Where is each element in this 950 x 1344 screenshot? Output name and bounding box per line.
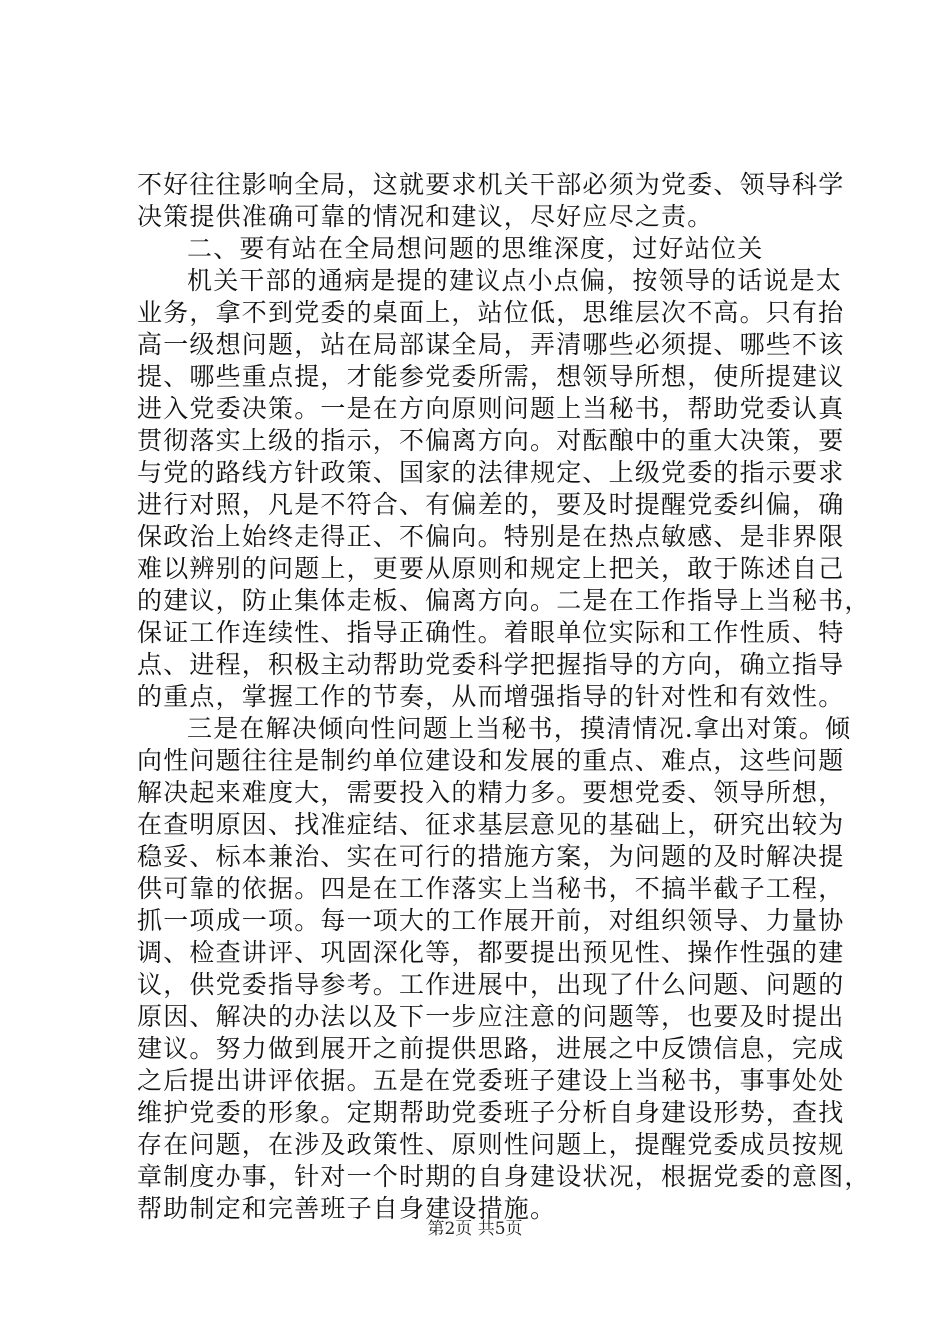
paragraph-start-line: 三是在解决倾向性问题上当秘书，摸清情况.拿出对策。倾 bbox=[187, 714, 852, 743]
text-line: 进行对照，凡是不符合、有偏差的，要及时提醒党委纠偏，确 bbox=[137, 490, 845, 519]
text-line: 调、检查讲评、巩固深化等，都要提出预见性、操作性强的建 bbox=[137, 938, 845, 967]
text-line: 点、进程，积极主动帮助党委科学把握指导的方向，确立指导 bbox=[137, 650, 845, 679]
text-line: 供可靠的依据。四是在工作落实上当秘书，不搞半截子工程， bbox=[137, 874, 845, 903]
text-line: 难以辨别的问题上，更要从原则和规定上把关，敢于陈述自己 bbox=[137, 554, 845, 583]
text-line: 不好往往影响全局，这就要求机关干部必须为党委、领导科学 bbox=[137, 170, 845, 199]
page-number-footer: 第2页 共5页 bbox=[427, 1219, 523, 1239]
text-line: 抓一项成一项。每一项大的工作展开前，对组织领导、力量协 bbox=[137, 906, 845, 935]
text-line: 章制度办事，针对一个时期的自身建设状况，根据党委的意图， bbox=[137, 1162, 871, 1191]
text-line: 保证工作连续性、指导正确性。着眼单位实际和工作性质、特 bbox=[137, 618, 845, 647]
text-line: 保政治上始终走得正、不偏向。特别是在热点敏感、是非界限 bbox=[137, 522, 845, 551]
text-line: 之后提出讲评依据。五是在党委班子建设上当秘书，事事处处 bbox=[137, 1066, 845, 1095]
text-line: 维护党委的形象。定期帮助党委班子分析自身建设形势，查找 bbox=[137, 1098, 845, 1127]
text-line: 帮助制定和完善班子自身建设措施。 bbox=[137, 1194, 557, 1223]
text-line: 向性问题往往是制约单位建设和发展的重点、难点，这些问题 bbox=[137, 746, 845, 775]
text-line: 原因、解决的办法以及下一步应注意的问题等，也要及时提出 bbox=[137, 1002, 845, 1031]
text-line: 解决起来难度大，需要投入的精力多。要想党委、领导所想， bbox=[137, 778, 845, 807]
text-line: 提、哪些重点提，才能参党委所需，想领导所想，使所提建议 bbox=[137, 362, 845, 391]
text-line: 的建议，防止集体走板、偏离方向。二是在工作指导上当秘书， bbox=[137, 586, 871, 615]
text-line: 贯彻落实上级的指示，不偏离方向。对酝酿中的重大决策，要 bbox=[137, 426, 845, 455]
text-line: 议，供党委指导参考。工作进展中，出现了什么问题、问题的 bbox=[137, 970, 845, 999]
text-line: 业务，拿不到党委的桌面上，站位低，思维层次不高。只有抬 bbox=[137, 298, 845, 327]
text-line: 的重点，掌握工作的节奏，从而增强指导的针对性和有效性。 bbox=[137, 682, 845, 711]
text-line: 建议。努力做到展开之前提供思路，进展之中反馈信息，完成 bbox=[137, 1034, 845, 1063]
text-line: 稳妥、标本兼治、实在可行的措施方案，为问题的及时解决提 bbox=[137, 842, 845, 871]
text-line: 与党的路线方针政策、国家的法律规定、上级党委的指示要求 bbox=[137, 458, 845, 487]
paragraph-start-line: 机关干部的通病是提的建议点小点偏，按领导的话说是太 bbox=[187, 266, 843, 295]
text-line: 进入党委决策。一是在方向原则问题上当秘书，帮助党委认真 bbox=[137, 394, 845, 423]
text-line: 高一级想问题，站在局部谋全局，弄清哪些必须提、哪些不该 bbox=[137, 330, 845, 359]
text-line: 存在问题，在涉及政策性、原则性问题上，提醒党委成员按规 bbox=[137, 1130, 845, 1159]
text-line: 在查明原因、找准症结、征求基层意见的基础上，研究出较为 bbox=[137, 810, 845, 839]
text-line: 决策提供准确可靠的情况和建议，尽好应尽之责。 bbox=[137, 202, 714, 231]
document-body bbox=[137, 169, 871, 1225]
section-heading: 二、要有站在全局想问题的思维深度，过好站位关 bbox=[187, 234, 764, 263]
